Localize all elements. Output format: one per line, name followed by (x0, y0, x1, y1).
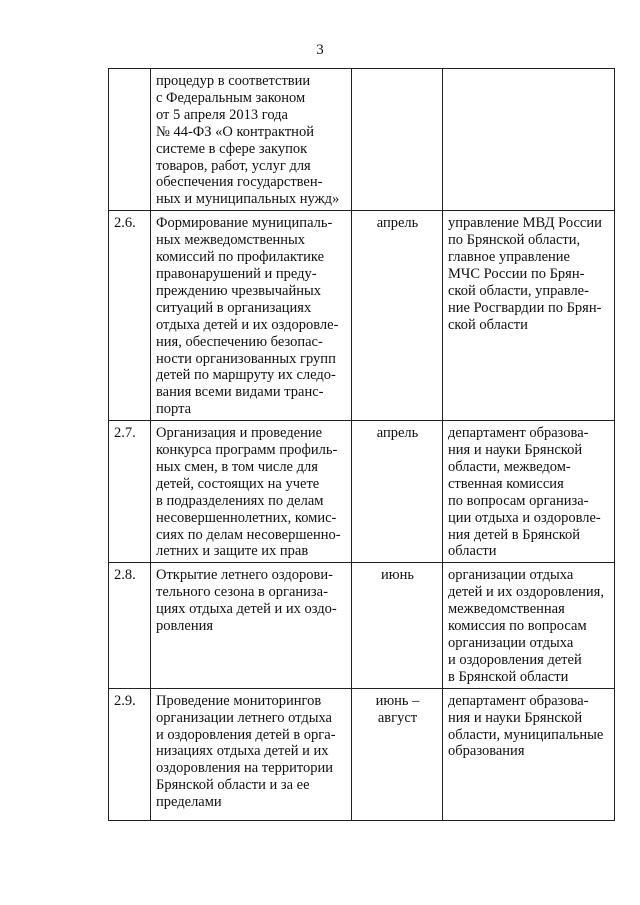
responsible-cell (443, 421, 615, 563)
term-text: апрель (376, 215, 419, 232)
event-cell (151, 688, 352, 820)
event-text: Открытие летнего оздорови- тельного сезона в организа- циях отдыха детей и их оздо- ровления (156, 567, 337, 635)
term-cell (352, 688, 443, 820)
event-text: Проведение мониторингов организации летнего отдыха и оздоровления детей в орга- низациях отдыха детей и их оздоровления на территории Брянской области и за ее пределами (156, 692, 336, 811)
page-number: 3 (316, 42, 324, 58)
table-row (109, 69, 615, 211)
responsible-text: управление МВД России по Брянской области, главное управление МЧС России по Брян- ской области, управле- ние Росгвардии по Брян- ской области (448, 215, 602, 333)
event-cell (151, 563, 352, 688)
row-number: 2.6. (114, 215, 136, 232)
responsible-text: департамент образова- ния и науки Брянской области, муниципальные образования (448, 692, 604, 760)
term-cell (352, 69, 443, 211)
row-number-cell (109, 421, 151, 563)
event-cell (151, 211, 352, 421)
event-cell (151, 69, 352, 211)
row-number: 2.9. (114, 692, 136, 709)
responsible-text: департамент образова- ния и науки Брянской области, межведом- ственная комиссия по вопросам организа- ции отдыха и оздоровле- ния детей в Брянской области (448, 425, 601, 560)
term-text: июнь – август (375, 692, 420, 726)
table-row (109, 688, 615, 820)
responsible-text: организации отдыха детей и их оздоровления, межведомственная комиссия по вопросам организации отдыха и оздоровления детей в Брянской области (448, 567, 604, 685)
responsible-cell (443, 211, 615, 421)
row-number: 2.8. (114, 567, 136, 584)
table-row (109, 421, 615, 563)
responsible-cell (443, 688, 615, 820)
term-text: июнь (381, 567, 414, 584)
responsible-cell (443, 563, 615, 688)
row-number-cell (109, 563, 151, 688)
row-number-cell (109, 69, 151, 211)
event-plan-table (108, 68, 615, 821)
event-text: процедур в соответствии с Федеральным законом от 5 апреля 2013 года № 44-ФЗ «О контрактной системе в сфере закупок товаров, работ, услуг для обеспечения государствен- ных и муниципальных нужд» (156, 73, 340, 208)
table-row (109, 211, 615, 421)
table-row (109, 563, 615, 688)
row-number-cell (109, 211, 151, 421)
term-cell (352, 421, 443, 563)
row-number-cell (109, 688, 151, 820)
event-text: Формирование муниципаль- ных межведомственных комиссий по профилактике правонарушений и преду- преждению чрезвычайных ситуаций в организациях отдыха детей и их оздоровле- ния, обеспечению безопас- ности организованных групп детей по маршруту их следо- вания всеми видами транс- порта (156, 215, 339, 418)
responsible-cell (443, 69, 615, 211)
term-cell (352, 211, 443, 421)
event-text: Организация и проведение конкурса программ профиль- ных смен, в том числе для детей, состоящих на учете в подразделениях по делам несовершеннолетних, комис- сиях по делам несовершенно- летних и защите их прав (156, 425, 341, 560)
term-cell (352, 563, 443, 688)
term-text: апрель (376, 425, 419, 442)
row-number: 2.7. (114, 425, 136, 442)
event-cell (151, 421, 352, 563)
